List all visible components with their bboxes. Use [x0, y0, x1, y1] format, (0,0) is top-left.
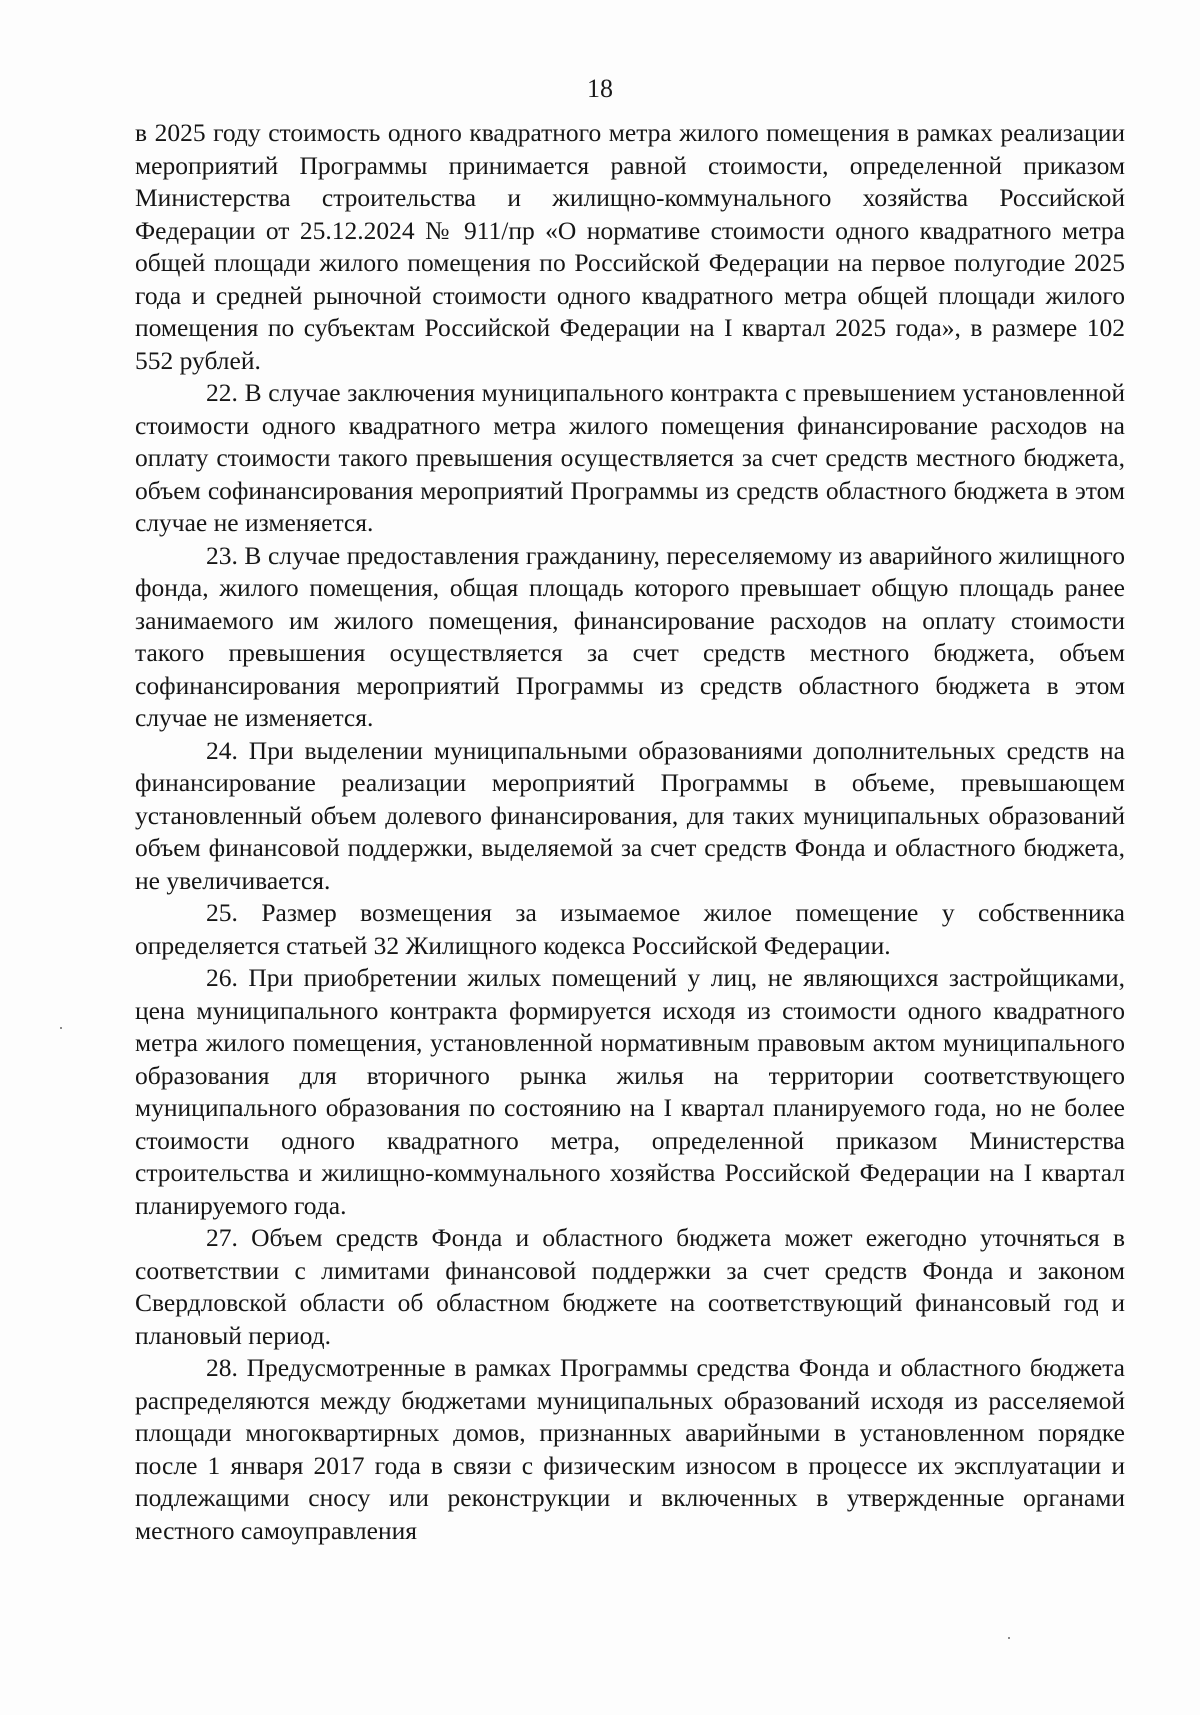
paragraph-28: 28. Предусмотренные в рамках Программы средства Фонда и областного бюджета распределяются между бюджетами муниципальных образований исходя из расселяемой площади многоквартирных домов, признанных аварийными в установленном порядке после 1 января 2017 года в связи с физическим износом в процессе их эксплуатации и подлежащими сносу или реконструкции и включенных в утвержденные органами местного самоуправления [135, 1353, 1125, 1545]
paragraph-27: 27. Объем средств Фонда и областного бюджета может ежегодно уточняться в соответствии с лимитами финансовой поддержки за счет средств Фонда и законом Свердловской области об областном бюджете на соответствующий финансовый год и плановый период. [135, 1223, 1125, 1350]
paragraph-24: 24. При выделении муниципальными образованиями дополнительных средств на финансирование реализации мероприятий Программы в объеме, превышающем установленный объем долевого финансирования, для таких муниципальных образований объем финансовой поддержки, выделяемой за счет средств Фонда и областного бюджета, не увеличивается. [135, 735, 1125, 895]
paragraph-25: 25. Размер возмещения за изымаемое жилое помещение у собственника определяется статьей 32 Жилищного кодекса Российской Федерации. [135, 898, 1125, 960]
paragraph-23: 23. В случае предоставления гражданину, переселяемому из аварийного жилищного фонда, жилого помещения, общая площадь которого превышает общую площадь ранее занимаемого им жилого помещения, финансирование расходов на оплату стоимости такого превышения осуществляется за счет средств местного бюджета, объем софинансирования мероприятий Программы из средств областного бюджета в этом случае не изменяется. [135, 540, 1125, 732]
paragraph-21-continuation: в 2025 году стоимость одного квадратного метра жилого помещения в рамках реализации мероприятий Программы принимается равной стоимости, определенной приказом Министерства строительства и жилищно-коммунального хозяйства Российской Федерации от 25.12.2024 № 911/пр «О нормативе стоимости одного квадратного метра общей площади жилого помещения по Российской Федерации на первое полугодие 2025 года и средней рыночной стоимости одного квадратного метра общей площади жилого помещения по субъектам Российской Федерации на I квартал 2025 года», в размере 102 552 рублей. [135, 118, 1125, 375]
scan-speck [1008, 1637, 1010, 1639]
scan-speck [60, 1027, 62, 1029]
paragraph-22: 22. В случае заключения муниципального контракта с превышением установленной стоимости одного квадратного метра жилого помещения финансирование расходов на оплату стоимости такого превышения осуществляется за счет средств местного бюджета, объем софинансирования мероприятий Программы из средств областного бюджета в этом случае не изменяется. [135, 378, 1125, 537]
page-number: 18 [587, 74, 613, 103]
paragraph-26: 26. При приобретении жилых помещений у лиц, не являющихся застройщиками, цена муниципального контракта формируется исходя из стоимости одного квадратного метра жилого помещения, установленной нормативным правовым актом муниципального образования для вторичного рынка жилья на территории соответствующего муниципального образования по состоянию на I квартал планируемого года, но не более стоимости одного квадратного метра, определенной приказом Министерства строительства и жилищно-коммунального хозяйства Российской Федерации на I квартал планируемого года. [135, 963, 1125, 1220]
document-body [135, 117, 1125, 1547]
